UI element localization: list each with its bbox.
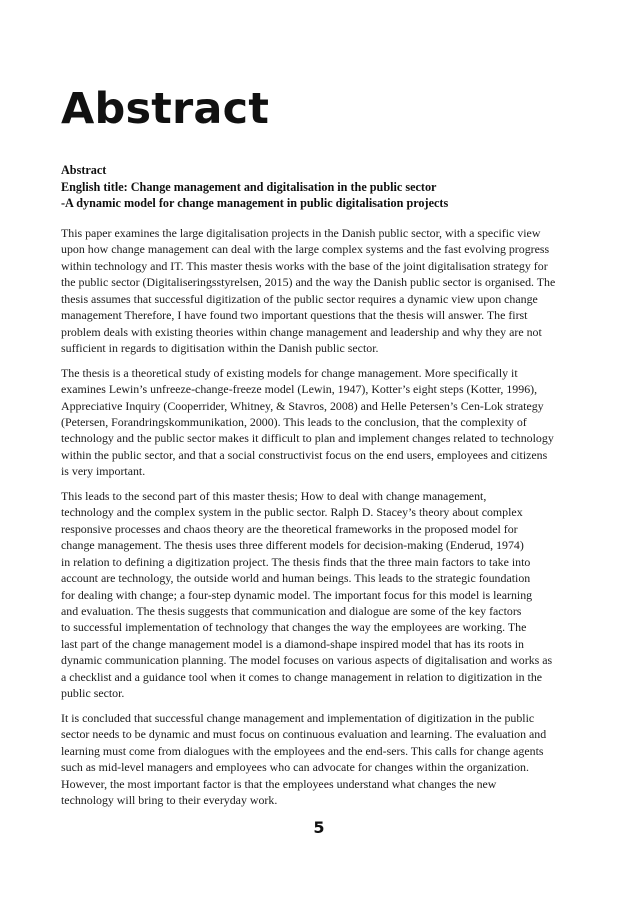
paragraph-line: such as mid-level managers and employees who can advocate for changes within the organization.	[61, 760, 529, 775]
paragraph-line: is very important.	[61, 464, 146, 479]
paragraph-line: responsive processes and chaos theory are the theoretical frameworks in the proposed model for	[61, 521, 518, 536]
paragraph-line: upon how change management can deal with the large complex systems and the fast evolving progress	[61, 242, 550, 257]
paragraph-line: The thesis is a theoretical study of existing models for change management. More specifically it	[61, 365, 518, 380]
body-paragraph	[61, 225, 581, 357]
paragraph-line: problem deals with existing theories within change management and leadership and why they are not	[61, 324, 542, 339]
paragraph-line: sector needs to be dynamic and must focus on continuous evaluation and learning. The evaluation and	[61, 727, 547, 742]
paragraph-line: technology and the complex system in the public sector. Ralph D. Stacey’s theory about complex	[61, 505, 523, 520]
thesis-subtitle: -A dynamic model for change management in public digitalisation projects	[61, 196, 449, 210]
paragraph-line: to successful implementation of technology that changes the way the employees are working. The	[61, 620, 527, 635]
paragraph-line: for dealing with change; a four-step dynamic model. The important focus for this model is learning	[61, 587, 533, 602]
paragraph-line: a checklist and a guidance tool when it comes to change management in relation to digitization in the	[61, 669, 543, 684]
paragraph-line: management Therefore, I have found two important questions that the thesis will answer. The first	[61, 308, 528, 323]
abstract-body	[61, 225, 581, 816]
abstract-label: Abstract	[61, 163, 107, 177]
paragraph-line: account are technology, the outside world and human beings. This leads to the strategic foundation	[61, 571, 531, 586]
paragraph-line: This paper examines the large digitalisation projects in the Danish public sector, with a specific view	[61, 226, 541, 240]
paragraph-line: sufficient in regards to digitisation within the Danish public sector.	[61, 341, 379, 356]
paragraph-line: (Petersen, Forandringskommunikation, 2000). This leads to the conclusion, that the complexity of	[61, 414, 527, 429]
paragraph-line: learning must come from dialogues with the employees and the end-sers. This calls for change agents	[61, 743, 544, 758]
paragraph-line: However, the most important factor is that the employees understand what changes the new	[61, 776, 497, 791]
paragraph-line: technology and the public sector makes it difficult to plan and implement changes related to technology	[61, 431, 554, 446]
body-paragraph	[61, 710, 581, 809]
paragraph-line: within the public sector, and that a social constructivist focus on the end users, employees and citizens	[61, 447, 548, 462]
body-paragraph	[61, 365, 581, 480]
paragraph-line: This leads to the second part of this master thesis; How to deal with change management,	[61, 488, 487, 503]
english-title: English title: Change management and digitalisation in the public sector	[61, 179, 437, 194]
paragraph-line: thesis assumes that successful digitization of the public sector requires a dynamic view upon change	[61, 291, 538, 306]
paragraph-line: change management. The thesis uses three different models for decision-making (Enderud, 1974)	[61, 538, 524, 553]
paragraph-line: and evaluation. The thesis suggests that communication and dialogue are some of the key factors	[61, 603, 522, 618]
paragraph-line: within technology and IT. This master thesis works with the base of the joint digitalisation strategy for	[61, 258, 548, 273]
paragraph-line: the public sector (Digitaliseringsstyrelsen, 2015) and the way the Danish public sector is organised. The	[61, 275, 556, 290]
paragraph-line: dynamic communication planning. The model focuses on various aspects of digitalisation and works as	[61, 653, 553, 668]
paragraph-line: Appreciative Inquiry (Cooperrider, Whitney, & Stavros, 2008) and Helle Petersen’s Cen-Lok strategy	[61, 398, 544, 413]
page-number: 5	[313, 818, 325, 837]
abstract-title-block	[61, 162, 581, 212]
paragraph-line: It is concluded that successful change management and implementation of digitization in the public	[61, 710, 535, 725]
page-heading: Abstract	[61, 84, 270, 134]
paragraph-line: examines Lewin’s unfreeze-change-freeze model (Lewin, 1947), Kotter’s eight steps (Kotter, 1996),	[61, 382, 538, 397]
body-paragraph	[61, 488, 581, 702]
paragraph-line: in relation to defining a digitization project. The thesis finds that the three main factors to take into	[61, 554, 531, 569]
paragraph-line: technology will bring to their everyday work.	[61, 792, 278, 807]
paragraph-line: public sector.	[61, 686, 125, 701]
paragraph-line: last part of the change management model is a diamond-shape inspired model that has its roots in	[61, 636, 524, 651]
